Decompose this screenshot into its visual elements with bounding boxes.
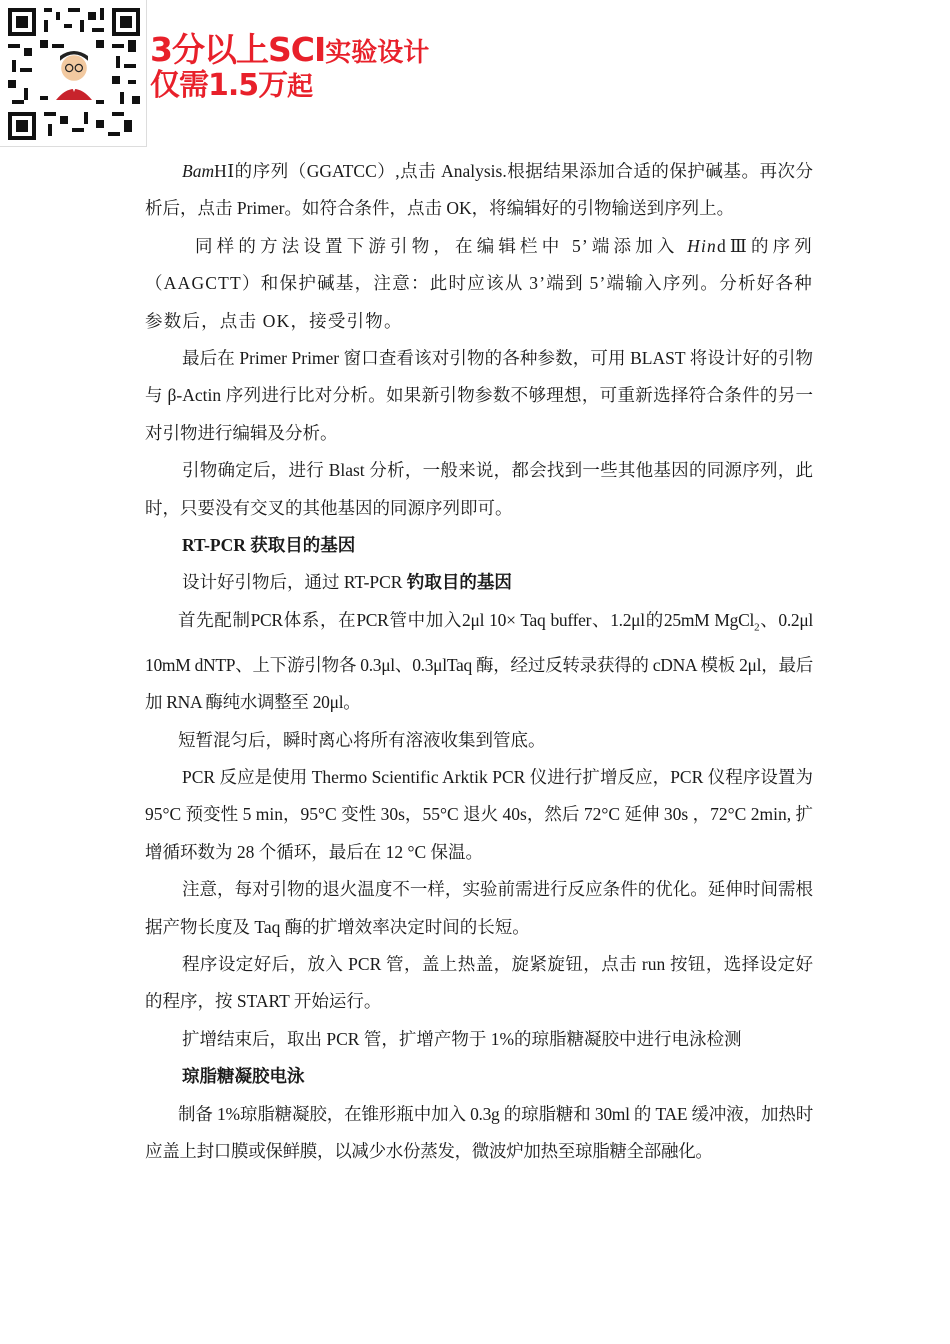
paragraph-centrifuge: 短暂混匀后，瞬时离心将所有溶液收集到管底。 [178,729,546,750]
heading-rt-pcr: RT-PCR 获取目的基因 [182,535,356,556]
paragraph-pcr-system: 首先配制PCR体系，在PCR管中加入2μl 10× Taq buffer、1.2μl的25mM MgCl$_2$、0.2μl 10mM dNTP、上下游引物各 0.3μl、0.3μlTaq 酶，经过反转录获得的 cDNA 模板 2μl，最后加 RNA 酶纯水调整至 20μl。 [145,609,813,713]
qr-code-icon [8,8,140,140]
paragraph-gel-preparation: 制备 1%琼脂糖凝胶，在锥形瓶中加入 0.3g 的琼脂糖和 30ml 的 TAE 缓冲液，加热时应盖上封口膜或保鲜膜，以减少水份蒸发，微波炉加热至琼脂糖全部融化。 [145,1103,813,1162]
document-body [145,153,813,1170]
paragraph-downstream-primer: 同样的方法设置下游引物，在编辑栏中 5’端添加入 HindⅢ的序列（AAGCTT）和保护碱基，注意：此时应该从 3’端到 5’端输入序列。分析好各种参数后，点击 OK，接受引物。 [145,235,813,331]
paragraph-run-program: 程序设定好后，放入 PCR 管，盖上热盖，旋紧旋钮，点击 run 按钮，选择设定好的程序，按 START 开始运行。 [145,954,813,1012]
paragraph-blast: 引物确定后，进行 Blast 分析，一般来说，都会找到一些其他基因的同源序列，此时，只要没有交叉的其他基因的同源序列即可。 [145,460,813,518]
paragraph-amplification-end: 扩增结束后，取出 PCR 管，扩增产物于 1%的琼脂糖凝胶中进行电泳检测 [182,1028,742,1049]
paragraph-pcr-program: PCR 反应是使用 Thermo Scientific Arktik PCR 仪进行扩增反应，PCR 仪程序设置为 95°C 预变性 5 min，95°C 变性 30s，55°C 退火 40s，然后 72°C 延伸 30s ，72°C 2min, 扩增循环数为 28 个循环，最后在 12 °C 保温。 [145,767,813,862]
promo-banner [150,32,429,102]
paragraph-design-primer: 设计好引物后，通过 RT-PCR 钓取目的基因 [182,572,512,593]
qr-code-box [0,0,147,147]
banner-line-1: 3分以上SCI实验设计 [150,30,430,69]
paragraph-bamhi: BamHⅠ的序列（GGATCC）,点击 Analysis.根据结果添加合适的保护碱基。再次分析后，点击 Primer。如符合条件，点击 OK，将编辑好的引物输送到序列上。 [145,161,813,219]
paragraph-primer-window: 最后在 Primer Primer 窗口查看该对引物的各种参数，可用 BLAST 将设计好的引物与 β-Actin 序列进行比对分析。如果新引物参数不够理想，可重新选择符合条件的另一对引物进行编辑及分析。 [145,348,813,443]
heading-agarose-gel: 琼脂糖凝胶电泳 [182,1066,305,1087]
paragraph-annealing-note: 注意，每对引物的退火温度不一样，实验前需进行反应条件的优化。延伸时间需根据产物长度及 Taq 酶的扩增效率决定时间的长短。 [145,879,813,937]
banner-line-2: 仅需1.5万起 [150,67,313,103]
